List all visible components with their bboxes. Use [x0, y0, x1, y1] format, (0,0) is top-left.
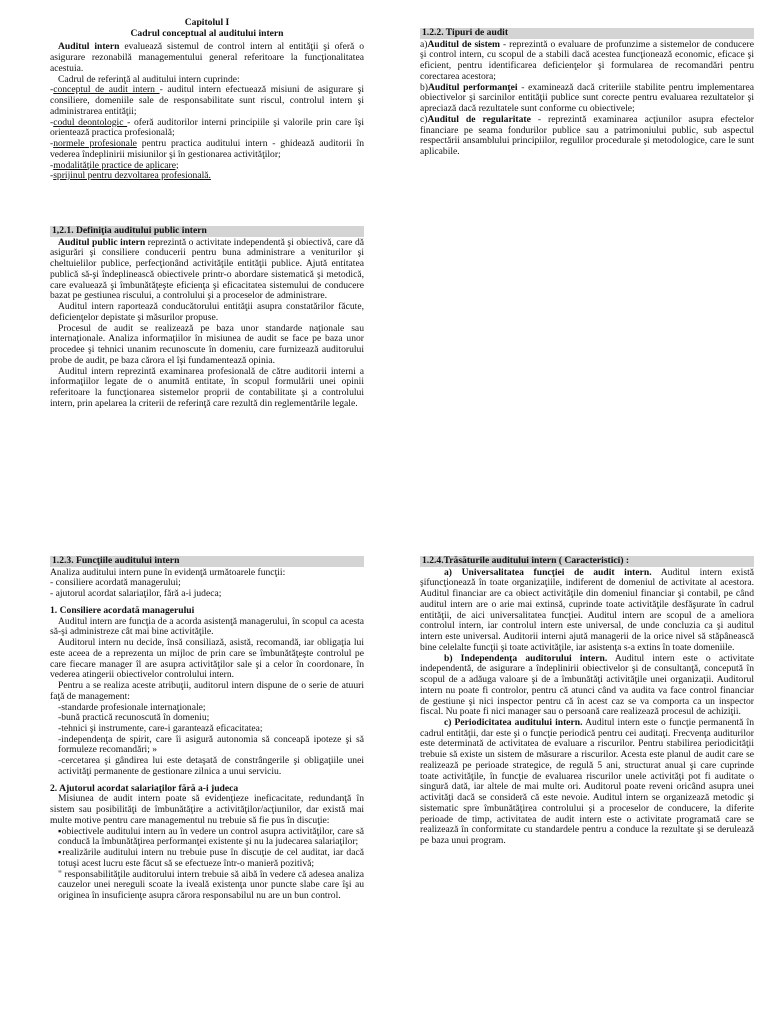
function-item-1: - consiliere acordată managerului;	[50, 577, 181, 589]
ref-intro: Cadrul de referinţă al auditului intern cuprinde:	[58, 73, 240, 85]
definition-paragraph-2: Auditul intern raportează conducătorului entităţii asupra constatărilor făcute, deficienţelor depistate şi măsurilor propuse.	[50, 301, 364, 323]
chapter-label: Capitolul I	[184, 17, 230, 28]
definition-heading: 1,2.1. Definiţia auditului public intern	[50, 226, 364, 237]
help-paragraph: Misiunea de audit intern poate să evidenţieze ineficacitate, redundanţă în sistem sau posibilităţi de îmbunătăţire a activităţilor/acţiunilor, dar există mai multe motive pentru care managementul nu trebuie să fie pus în discuţie:	[50, 793, 364, 826]
section-functions	[50, 556, 364, 902]
characteristics-heading: 1.2.4.Trăsăturile auditului intern ( Caracteristici) :	[420, 556, 754, 567]
audit-type-item: c)Auditul de regularitate - reprezintă examinarea acţiunilor asupra efectelor financiare pe seama fondurilor publice sau a patrimoniului public, sub aspectul respectării ansamblului principiilor, regulilor procedurale şi metodologice, care le sunt aplicabile.	[420, 113, 754, 158]
section-definition	[50, 226, 364, 409]
framework-item: -normele profesionale pentru practica auditului intern - ghidează auditorii în vederea îndeplinirii misiunilor şi în gestionarea activităţilor;	[50, 138, 364, 160]
help-bullet-2: ▪realizările auditului intern nu trebuie puse în discuţie de cel auditat, iar dacă totuşi acest lucru este făcut să se efectueze într-o manieră pozitivă;	[58, 847, 364, 869]
asset-item: -independenţa de spirit, care îi asigură autonomia să conceapă ipoteze şi să formuleze recomandări; »	[58, 733, 364, 756]
section-characteristics	[420, 556, 754, 847]
asset-item: -standarde profesionale internaţionale;	[58, 701, 206, 713]
audit-types-heading: 1.2.2. Tipuri de audit	[420, 28, 754, 39]
help-bullet-3: " responsabilităţile auditorului intern trebuie să aibă în vedere că adesea analiza cauzelor unei nereguli scoate la iveală existenţa unor puncte slabe care îşi au originea în insuficienţe asupra cărora responsabilul nu are un bun control.	[58, 868, 364, 902]
audit-type-item: b)Auditul performanţei - examinează dacă criteriile stabilite pentru implementarea obiectivelor şi sarcinilor entităţii publice sunt corecte pentru evaluarea rezultatelor şi apreciază dacă rezultatele sunt conforme cu obiectivele;	[420, 81, 754, 115]
counseling-paragraph-1: Auditul intern are funcţia de a acorda asistenţă managerului, în scopul ca acesta să-şi administreze cât mai bine activităţile.	[50, 615, 364, 638]
counseling-paragraph-2: Auditorul intern nu decide, însă consiliază, asistă, recomandă, iar obligaţia lui este aceea de a reprezenta un mijloc de prin care se îmbunătăţeşte controlul pe care fiecare manager îl are asupra activităţilor sale şi a celor în coordonare, în vederea atingerii obiectivelor controlului intern.	[50, 637, 364, 681]
functions-intro: Analiza auditului intern pune în evidenţă următoarele funcţii:	[50, 566, 286, 578]
section-framework	[50, 18, 364, 182]
framework-item: -modalităţile practice de aplicare;	[50, 159, 179, 171]
characteristic-independence: b) Independenţa auditorului intern. Auditul intern este o activitate independentă, de asigurare a îndeplinirii obiectivelor şi de consultanţă, concepută în scopul de a adăuga valoare şi de a îmbunătăţi activităţile unei organizaţii. Auditorul intern nu poate fi controlor, pentru că atunci când va audita va face control financiar de gestiune şi nici inspector pentru că în acest caz se va comporta ca un inspector fiscal. Nu poate fi nici manager sau o persoană care realizează procesul de achiziţii.	[420, 652, 754, 718]
framework-item: -codul deontologic - oferă auditorilor interni principiile şi valorile prin care îşi orientează practica profesională;	[50, 116, 364, 139]
asset-item: -bună practică recunoscută în domeniu;	[58, 712, 210, 724]
subheading-help: 2. Ajutorul acordat salariaţilor fără a-i judeca	[50, 782, 239, 794]
definition-paragraph-1: Auditul public intern reprezintă o activitate independentă şi obiectivă, care dă asigurări şi consiliere conducerii pentru buna administrare a veniturilor şi cheltuielilor publice, perfecţionând activităţile entităţii publice. Ajută entitatea publică să-şi îndeplinească obiectivele printr-o abordare sistematică şi metodică, care evaluează şi îmbunătăţeşte eficienţa şi eficacitatea sistemului de conducere bazat pe gestiunea riscului, a controlului şi a proceselor de administrare.	[50, 236, 364, 302]
definition-paragraph-3: Procesul de audit se realizează pe baza unor standarde naţionale sau internaţionale. Analiza informaţiilor în misiunea de audit se face pe baza unor procedee şi tehnici unanim recunoscute în domeniu, care furnizează auditorului probe de audit, pe baza cărora el îşi fundamentează opinia.	[50, 322, 364, 366]
framework-item: -sprijinul pentru dezvoltarea profesională.	[50, 170, 211, 182]
definition-paragraph-4: Auditul intern reprezintă examinarea profesională de către auditorii interni a informaţiilor legate de o anumită entitate, în scopul formulării unei opinii referitoare la funcţionarea sistemelor proprii de contabilitate şi a controlului intern, prin apelarea la criterii de referinţă care rezultă din reglementările legale.	[50, 365, 364, 409]
assets-list	[50, 703, 364, 778]
functions-heading: 1.2.3. Funcţiile auditului intern	[50, 556, 364, 567]
audit-type-item: a)Auditul de sistem - reprezintă o evaluare de profunzime a sistemelor de conducere şi control intern, cu scopul de a stabili dacă acestea funcţionează economic, eficace şi eficient, pentru identificarea deficienţelor şi formularea de recomandări pentru corectarea acestora;	[420, 38, 754, 82]
function-item-2: - ajutorul acordat salariaţilor, fără a-i judeca;	[50, 588, 222, 600]
asset-item: -cercetarea şi gândirea lui este detaşată de constrângerile şi obligaţiile unei activităţi permanente de gestionare zilnica a unui serviciu.	[58, 755, 364, 777]
chapter-title: Cadrul conceptual al auditului intern	[130, 27, 284, 39]
intro-paragraph: Auditul intern evaluează sistemul de control intern al entităţii şi oferă o asigurare rezonabilă managementului general referitoare la funcţionalitatea acestuia.	[50, 41, 364, 74]
audit-types-list	[420, 40, 754, 158]
section-audit-types	[420, 28, 754, 158]
help-bullet-1: ▪obiectivele auditului intern au în vedere un control asupra activităţilor, care să conducă la îmbunătăţirea performanţei existente şi nu la judecarea salariaţilor;	[58, 825, 364, 848]
counseling-paragraph-3: Pentru a se realiza aceste atribuţii, auditorul intern dispune de o serie de atuuri faţă de management:	[50, 680, 364, 702]
framework-list	[50, 85, 364, 182]
framework-item: -conceptul de audit intern - auditul intern efectuează misiuni de asigurare şi consiliere, domeniile sale de responsabilitate sunt riscul, controlul intern şi administrarea entităţii;	[50, 84, 364, 117]
subheading-counseling: 1. Consiliere acordată managerului	[50, 604, 195, 616]
characteristic-periodicity: c) Periodicitatea auditului intern. Auditul intern este o funcţie permanentă în cadrul entităţii, dar este şi o funcţie periodică pentru cei auditaţi. Frecvenţa auditurilor este determinată de activitatea de evaluare a riscurilor. Pentru stabilirea periodicităţii trebuie să existe un sistem de măsurare a riscurilor. Acesta este planul de audit care se realizează pe perioade strategice, de regulă 5 ani, structurat anual şi care cuprinde toate activităţile, în funcţie de evaluarea riscurilor unele activităţi pot fi auditate o singură dată, iar altele de mai multe ori. Auditorul poate reveni oricând asupra unei activităţi dacă se consideră că este nevoie. Auditul intern se organizează metodic şi sistematic spre îmbunătăţirea controlului şi a proceselor de conducere, la diferite perioade de timp, activitatea de audit intern este o activitate programată care se realizează în conformitate cu standardele pentru a conduce la rezultate şi se derulează pe baza unui program.	[420, 717, 754, 847]
characteristic-universality: a) Universalitatea funcţiei de audit intern. Auditul intern există şifuncţionează în toate organizaţiile, indiferent de domeniul de activitate al acestora. Auditul financiar are ca obiect activităţile din domeniul financiar şi contabil, pe când auditul intern are o arie mai extinsă, cuprinde toate activităţile desfăşurate în cadrul entităţii, de aici universalitatea funcţiei. Auditul intern are scopul de a ameliora controlul intern, iar controlul intern este universal, de unde concluzia ca şi auditul intern este universal. Auditorii interni ajută managerii de la orice nivel să stăpânească bine celelalte funcţii şi toate activităţile, iar asistenţa s-a extins în toate domeniile.	[420, 566, 754, 653]
asset-item: -tehnici şi instrumente, care-i garantează eficacitatea;	[58, 723, 263, 735]
